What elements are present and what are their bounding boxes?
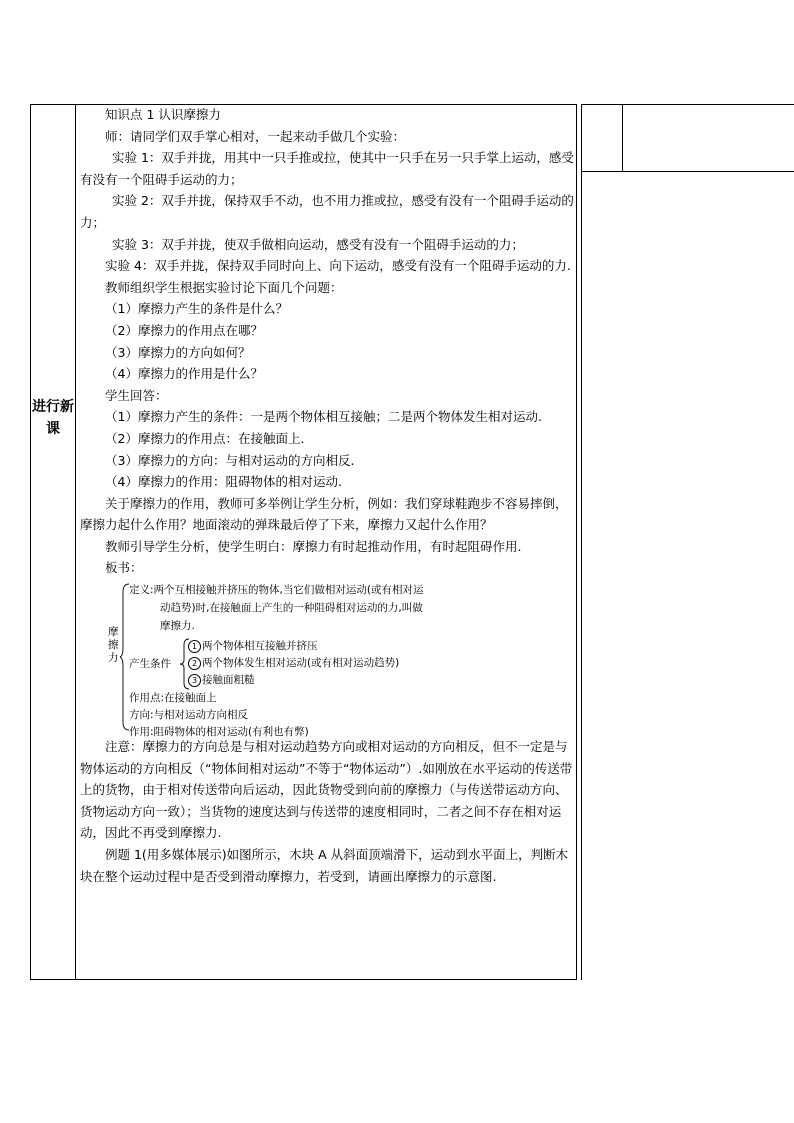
section-heading: 知识点 1 认识摩擦力 [105,107,221,122]
question-3: （3）摩擦力的方向如何？ [105,344,251,360]
board-effect: 作用:阻碍物体的相对运动(有利也有弊) [129,726,309,739]
answer-2: （2）摩擦力的作用点：在接触面上. [105,430,305,446]
board-root: 摩擦力 [108,626,119,665]
board-label: 板书： [105,560,143,576]
table-right-border [576,104,577,980]
side-table-left-border [581,104,582,980]
board-condition-3-text: 接触面粗糙 [202,674,255,687]
answer-1: （1）摩擦力产生的条件：一是两个物体相互接触；二是两个物体发生相对运动. [105,409,542,425]
board-condition-2-text: 两个物体发生相对运动(或有相对运动趋势) [202,657,400,670]
note-paragraph: 注意：摩擦力的方向总是与相对运动趋势方向或相对运动的方向相反，但不一定是与物体运动的方向相反（“物体间相对运动”不等于“物体运动”）.如刚放在水平运动的传送带上的货物，由于相对传送带向后运动，因此货物受到向前的摩擦力（与传送带运动方向、货物运动方向一致）；当货物的速度达到与传送带的速度相同时，二者之间不存在相对运动，因此不再受到摩擦力. [80,739,573,841]
board-condition-1-text: 两个物体相互接触并挤压 [202,640,318,653]
table-column-divider [75,104,76,980]
question-2: （2）摩擦力的作用点在哪？ [105,322,263,338]
guide-paragraph: 教师引导学生分析，使学生明白：摩擦力有时起推动作用，有时起阻碍作用. [105,538,522,554]
lesson-content [80,104,574,887]
question-1: （1）摩擦力产生的条件是什么？ [105,301,288,317]
experiment-3: 实验 3：双手并拢，使双手做相向运动，感受有没有一个阻碍手运动的力； [112,236,524,252]
discussion-intro: 教师组织学生根据实验讨论下面几个问题： [105,279,343,295]
table-bottom-border [30,979,577,980]
board-action-point: 作用点:在接触面上 [129,692,217,705]
side-table-top-border [581,104,794,105]
row-label: 进行新课 [32,399,74,437]
example-paragraph: 例题 1(用多媒体展示)如图所示，木块 A 从斜面顶端滑下，运动到水平面上，判断木块在整个运动过程中是否受到滑动摩擦力，若受到，请画出摩擦力的示意图. [80,847,569,884]
table-left-border [30,104,31,980]
answers-intro: 学生回答： [105,387,168,403]
side-table-bottom-border [581,171,794,172]
side-table-divider [622,104,623,172]
experiment-4: 实验 4：双手并拢，保持双手同时向上、向下运动，感受有没有一个阻碍手运动的力. [105,258,571,274]
board-definition-line3: 摩擦力. [160,620,195,633]
answer-3: （3）摩擦力的方向：与相对运动的方向相反. [105,452,355,468]
board-definition-line2: 动趋势)时,在接触面上产生的一种阻碍相对运动的力,叫做 [160,602,423,615]
role-paragraph: 关于摩擦力的作用，教师可多举例让学生分析，例如：我们穿球鞋跑步不容易摔倒，摩擦力起什么作用？地面滚动的弹珠最后停了下来，摩擦力又起什么作用？ [80,495,568,533]
question-4: （4）摩擦力的作用是什么？ [105,366,263,382]
number-circle-3: 3 [188,674,201,687]
board-condition-1 [188,638,318,654]
board-condition-3 [188,672,255,688]
answer-4: （4）摩擦力的作用：阻碍物体的相对运动. [105,474,342,490]
board-definition-line1: 定义:两个互相接触并挤压的物体,当它们做相对运动(或有相对运 [129,584,424,597]
number-circle-1: 1 [188,640,201,653]
experiment-1: 实验 1：双手并拢，用其中一只手推或拉，使其中一只手在另一只手掌上运动，感受有没有一个阻碍手运动的力； [80,150,574,187]
board-diagram [80,582,574,739]
number-circle-2: 2 [188,657,201,670]
board-direction: 方向:与相对运动方向相反 [129,709,249,722]
teacher-intro: 师：请同学们双手掌心相对，一起来动手做几个实验： [105,128,406,144]
board-conditions-label: 产生条件 [129,658,171,671]
board-condition-2 [188,655,399,671]
experiment-2: 实验 2：双手并拢，保持双手不动，也不用力推或拉，感受有没有一个阻碍手运动的力； [80,193,574,230]
